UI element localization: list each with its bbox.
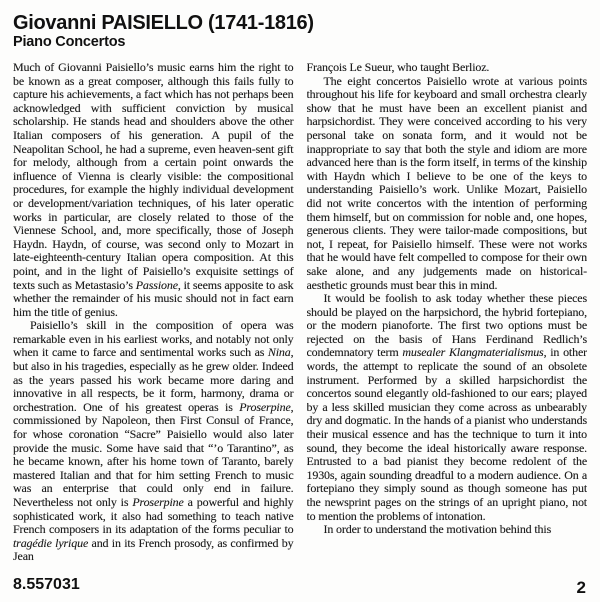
paragraph [307,61,588,75]
paragraph [13,319,294,564]
page-number: 2 [576,578,586,597]
body-text: , it seems apposite to ask whether the remainder of his music should not in fact earn him the title of genius. [13,277,294,319]
italic-text: Proserpine [239,399,291,414]
body-text: , commissioned by Napoleon, then First Consul of France, for whose coronation “Sacre” Paisiello would also later provide the music. Some have said that “’o Tarantino”, as he became known, after his home town of Taranto, barely mastered Italian and that for him setting French to music was an enterprise that could only end in failure. Nevertheless not only is [13,399,294,509]
body-text: In order to understand the motivation behind this [323,522,552,537]
body-text: a powerful and highly sophisticated work, it also had something to teach native French composers in its adaptation of the forms peculiar to [13,495,294,537]
body-text: François Le Sueur, who taught Berlioz. [306,61,490,74]
page-subtitle: Piano Concertos [13,34,126,50]
italic-text: tragédie lyrique [13,535,89,550]
paragraph [307,523,588,537]
italic-text: Passione [135,277,178,292]
body-text: , in other words, the attempt to replicate the sound of an obsolete instrument. Performed by a skilled harpsichordist the concertos sound elegantly old-fashioned to our ears; played by a less skilled musician they come across as unbearably dry and dogmatic. In the hands of a pianist who understands their musical essence and has the technique to turn it into sound, they become the ideal historically aware response. Entrusted to a bad pianist they become redolent of the 1930s, again sounding dreadful to a modern audience. On a fortepiano they simply sound as though someone has put the newsprint pages on the strings of an upright piano, not to mention the problems of intonation. [306,345,587,523]
paragraph [307,75,588,293]
left-column [13,61,294,581]
page-title: Giovanni PAISIELLO (1741-1816) [13,12,314,34]
article-body [13,61,587,581]
italic-text: Proserpine [132,495,184,509]
body-text: , but also in his tragedies, especially as he grew older. Indeed as the years passed his work became more daring and innovative in all respects, be it form, harmony, drama or orchestration. One of his greatest operas is [13,345,294,414]
body-text: It would be foolish to ask today whether these pieces should be played on the harpsichord, the hybrid fortepiano, or the modern pianoforte. The first two options must be rejected on the basis of Hans Ferdinand Redlich’s condemnatory term [306,291,587,360]
body-text: The eight concertos Paisiello wrote at various points throughout his life for keyboard and small orchestra clearly show that he must have been an excellent pianist and harpsichordist. They were conceived according to his very personal take on sonata form, and it would not be inappropriate to say that both the style and idiom are more advanced here than is the form itself, in terms of the kinship with Haydn which I believe to be one of the keys to understanding Paisiello’s work. Unlike Mozart, Paisiello did not write concertos with the intention of performing them himself, but on commission for noble and, one hopes, generous clients. They were tailor-made compositions, but not, I repeat, for Paisiello himself. These were not works that he would have felt compelled to compose for their own sake alone, and any judgements made on historical-aesthetic grounds must bear this in mind. [306,73,587,292]
right-column [307,61,588,581]
paragraph [13,61,294,319]
catalog-number: 8.557031 [13,576,80,593]
body-text: Much of Giovanni Paisiello’s music earns him the right to be known as a great composer, although this fails fully to capture his achievements, a fact which has not perhaps been acknowledged with sufficient conviction by musical scholarship. He stands head and shoulders above the other Italian composers of his generation. A pupil of the Neapolitan School, he had a supreme, even heaven-sent gift for melody, although from a certain point onwards the influence of Vienna is clearly visible: the compositional procedures, for example the highly individual development or development/variation techniques, of his later operatic works in particular, are closely related to those of the Viennese School, and, more specifically, those of Joseph Haydn. Haydn, of course, was second only to Mozart in late-eighteenth-century Italian opera composition. At this point, and in the light of Paisiello’s exquisite settings of texts such as Metastasio’s [13,61,294,292]
paragraph [307,292,588,523]
italic-text: musealer Klangmaterialismus [402,345,544,360]
italic-text: Nina [267,345,291,360]
body-text: and in its French prosody, as confirmed by Jean [13,535,294,564]
body-text: Paisiello’s skill in the composition of opera was remarkable even in his earliest works, and notably not only when it came to farce and sentimental works such as [13,318,294,360]
header [13,12,587,51]
